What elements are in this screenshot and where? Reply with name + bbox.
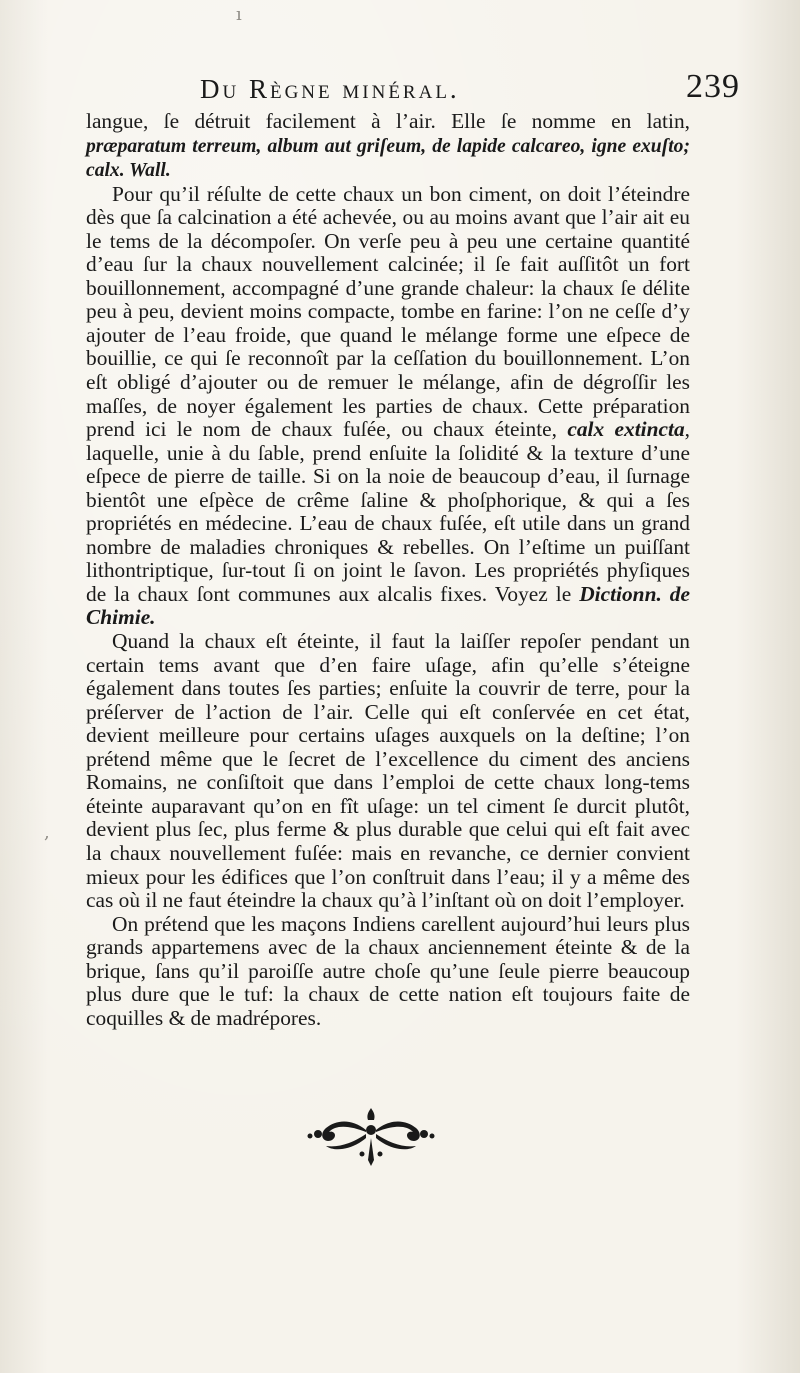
italic-text: calx extincta bbox=[567, 417, 685, 442]
margin-mark: , bbox=[44, 822, 50, 843]
text-run: Pour qu’il réſulte de cette chaux un bon ciment, on doit l’éteindre dès que ſa calcination a été achevée, ou au moins avant que l’air ait eu le tems de la décompoſer. On verſe peu à peu une certaine quantité d’eau ſur la chaux nouvellement calcinée; il ſe fait auſſitôt un fort bouillonnement, accompagné d’une grande chaleur: la chaux ſe délite peu à peu, devient moins compacte, tombe en farine: l’on ne ceſſe d’y ajouter de l’eau froide, que quand le mélange forme une eſpece de bouillie, ce qui ſe reconnoît par la ceſſation du bouillonnement. L’on eſt obligé d’ajouter ou de remuer le mélange, afin de dégroſſir les maſſes, de noyer également les parties de chaux. Cette préparation prend ici le nom de chaux fuſée, ou chaux éteinte, bbox=[86, 181, 690, 442]
margin-mark: ı bbox=[236, 4, 242, 25]
paragraph bbox=[86, 183, 690, 630]
floral-tailpiece-icon bbox=[296, 1108, 446, 1168]
running-head bbox=[200, 68, 740, 108]
text-run: langue, ſe détruit facilement à l’air. Elle ſe nomme en latin, bbox=[86, 109, 690, 133]
italic-text: Dictionn. de Chimie. bbox=[86, 581, 690, 630]
text-run: , laquelle, unie à du ſable, prend enſuite la ſolidité & la texture d’une eſpece de pierre de taille. Si on la noie de beaucoup d’eau, il ſurnage bientôt une eſpèce de crême ſaline & phoſphorique, & qui a ſes propriétés en médecine. L’eau de chaux fuſée, eſt utile dans un grand nombre de maladies chroniques & rebelles. On l’eſtime un puiſſant lithontriptique, ſur-tout ſi on joint le ſavon. Les propriétés phyſiques de la chaux ſont communes aux alcalis fixes. Voyez le bbox=[86, 417, 690, 606]
paragraph bbox=[86, 630, 690, 913]
paragraph bbox=[86, 913, 690, 1031]
paragraph bbox=[86, 110, 690, 183]
text-run: On prétend que les maçons Indiens carellent aujourd’hui leurs plus grands appartemens avec de la chaux anciennement éteinte & de la brique, ſans qu’il paroiſſe autre choſe qu’une ſeule pierre beaucoup plus dure que le tuf: la chaux de cette nation eſt toujours faite de coquilles & de madrépores. bbox=[86, 911, 690, 1030]
page-number: 239 bbox=[686, 68, 740, 105]
body-text bbox=[86, 110, 690, 1030]
running-title: Du Règne minéral. bbox=[200, 74, 460, 104]
italic-text: præparatum terreum, album aut griſeum, de lapide calcareo, igne exuſto; calx. Wall. bbox=[86, 135, 690, 182]
text-run: Quand la chaux eſt éteinte, il faut la laiſſer repoſer pendant un certain tems avant que d’en faire uſage, afin qu’elle s’éteigne également dans toutes ſes parties; enſuite la couvrir de terre, pour la préſerver de l’action de l’air. Celle qui eſt conſervée en cet état, devient meilleure pour certains uſages auxquels on la deſtine; l’on prétend même que le ſecret de l’excellence du ciment des anciens Romains, ne conſiſtoit que dans l’emploi de cette chaux long-tems éteinte auparavant qu’on en fît uſage: un tel ciment ſe durcit plutôt, devient plus ſec, plus ferme & plus durable que celui qui eſt fait avec la chaux nouvellement fuſée: mais en revanche, ce dernier convient mieux pour les édifices que l’on conſtruit dans l’eau; il y a même des cas où il ne faut éteindre la chaux qu’à l’inſtant où on doit l’employer. bbox=[86, 629, 690, 913]
